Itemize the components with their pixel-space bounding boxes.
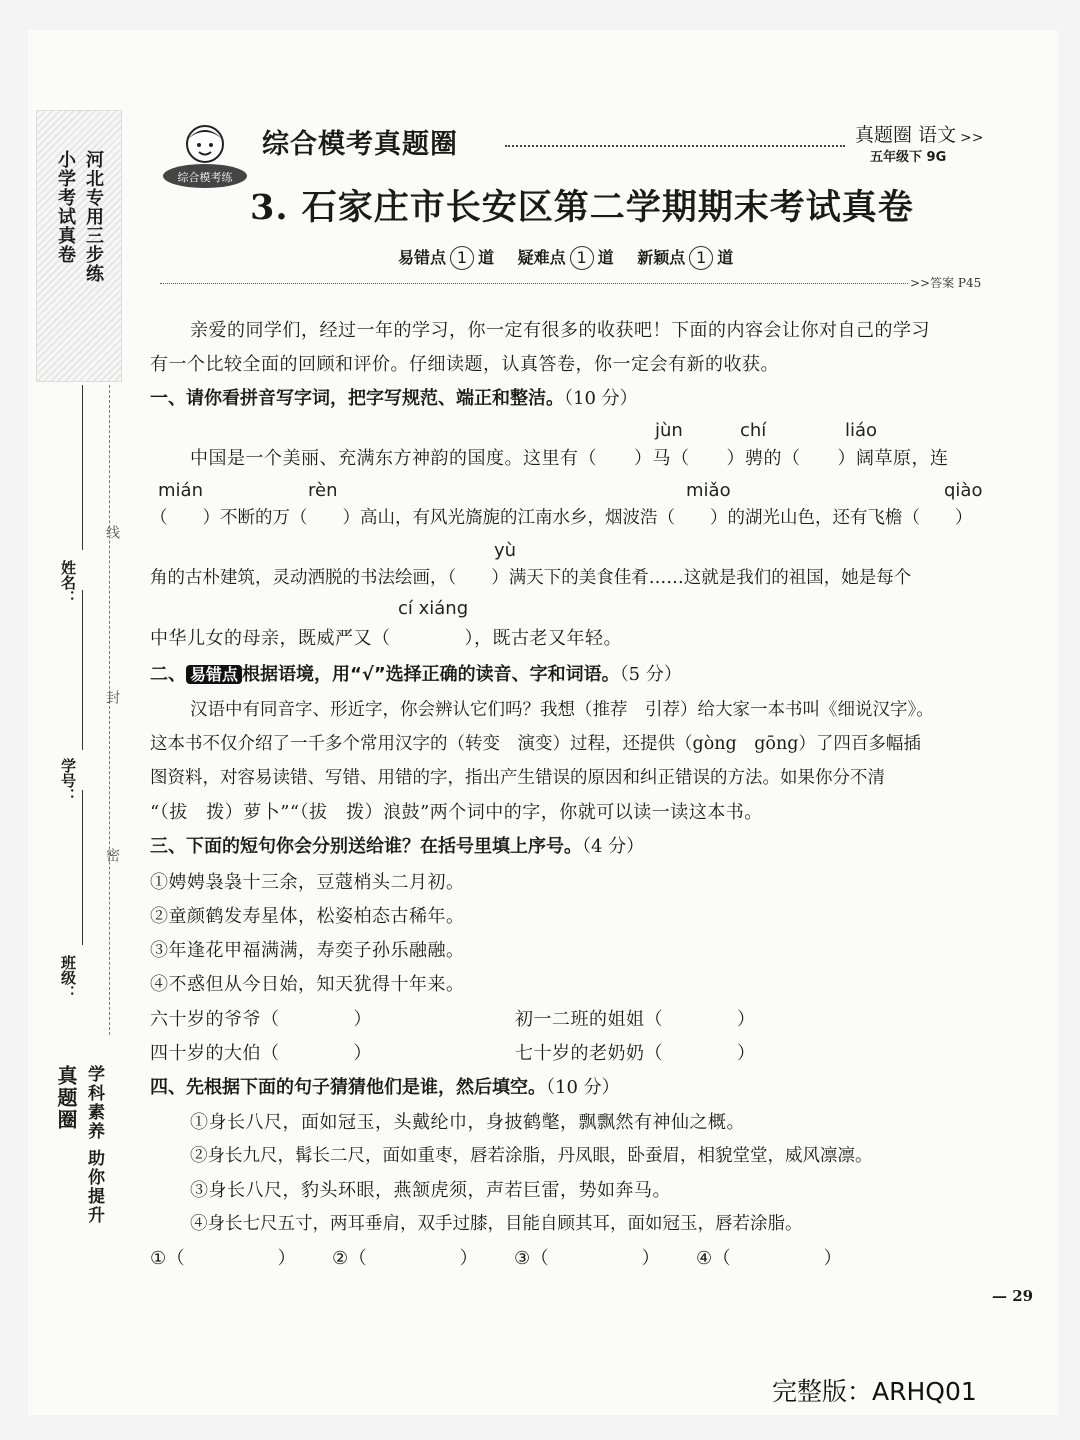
answer-dotted-rule [160, 283, 908, 284]
section-2-line-3: 图资料，对容易读错、写错、用错的字，指出产生错误的原因和纠正错误的方法。如果你分不清 [150, 768, 885, 788]
blank-3: ③（ ） [514, 1248, 661, 1269]
pinyin-jun: jùn [655, 420, 683, 441]
name-line [82, 385, 83, 550]
cut-mark-secret: 密 [104, 848, 120, 862]
class-label: 班级： [59, 955, 77, 1000]
section-2-line-4: “（拔 拨）萝卜”“（拔 拨）浪鼓”两个词中的字，你就可以读一读这本书。 [150, 802, 763, 823]
section-4-heading: 四、先根据下面的句子猜猜他们是谁，然后填空。（10 分） [150, 1077, 620, 1098]
spine-banner [36, 110, 122, 382]
header-arrow: >> [960, 130, 984, 146]
answer-sister: 初一二班的姐姐（ ） [515, 1009, 756, 1030]
error-prone-tag: 易错点 [186, 665, 242, 684]
class-line [82, 790, 83, 945]
portrait-2: ②身长九尺，髯长二尺，面如重枣，唇若涂脂，丹凤眼，卧蚕眉，相貌堂堂，威风凛凛。 [190, 1146, 873, 1166]
id-label: 学号： [59, 758, 77, 803]
answer-reference: >>答案 P45 [910, 276, 982, 290]
blank-4: ④（ ） [696, 1248, 843, 1269]
pinyin-liao: liáo [845, 420, 878, 441]
stat-novel: 新颖点 1 道 [637, 248, 733, 267]
stat-easy-error: 易错点 1 道 [398, 248, 500, 267]
cut-mark-line: 线 [104, 525, 120, 539]
answer-grandma-70: 七十岁的老奶奶（ ） [515, 1043, 756, 1064]
section-1-line-3: 角的古朴建筑，灵动洒脱的书法绘画，（ ）满天下的美食佳肴……这就是我们的祖国，她是每个 [150, 568, 912, 588]
spine-slogan: 学科素养 助你提升 [84, 1065, 104, 1225]
pinyin-ren: rèn [308, 480, 338, 501]
section-1-line-4: 中华儿女的母亲，既威严又（ ），既古老又年轻。 [150, 628, 622, 649]
portrait-1: ①身长八尺，面如冠玉，头戴纶巾，身披鹤氅，飘飘然有神仙之概。 [190, 1112, 745, 1133]
poem-line-4: ④不惑但从今日始，知天犹得十年来。 [150, 974, 465, 995]
section-2-line-1: 汉语中有同音字、形近字，你会辨认它们吗？我想（推荐 引荐）给大家一本书叫《细说汉字》。 [190, 700, 934, 720]
mascot-logo [160, 118, 250, 193]
section-2-line-2: 这本书不仅介绍了一千多个常用汉字的（转变 演变）过程，还提供（gòng gōng）了四百多幅插 [150, 734, 921, 754]
cut-mark-seal: 封 [104, 690, 120, 704]
section-1-line-2: （ ）不断的万（ ）高山，有风光旖旎的江南水乡，烟波浩（ ）的湖光山色，还有飞檐（ ） [150, 508, 973, 528]
blank-2: ②（ ） [332, 1248, 479, 1269]
pinyin-cixiang: cí xiáng [398, 598, 469, 619]
section-3-heading: 三、下面的短句你会分别送给谁？在括号里填上序号。（4 分） [150, 836, 645, 857]
poem-line-2: ②童颜鹤发寿星体，松姿柏态古稀年。 [150, 906, 465, 927]
poem-line-1: ①娉娉袅袅十三余，豆蔻梢头二月初。 [150, 872, 465, 893]
pinyin-yu: yù [494, 540, 517, 561]
banner-title: 综合模考真题圈 [262, 129, 458, 160]
spine-brand: 真题圈 [54, 1065, 78, 1131]
pinyin-chi: chí [740, 420, 767, 441]
grade-label: 五年级下 9G [870, 150, 947, 165]
intro-line-2: 有一个比较全面的回顾和评价。仔细读题，认真答卷，你一定会有新的收获。 [150, 354, 779, 375]
paper-page [28, 30, 1058, 1415]
stat-hard: 疑难点 1 道 [518, 248, 620, 267]
name-label: 姓名： [59, 560, 77, 605]
spine-region: 河北专用三步练 [83, 150, 104, 283]
section-1-line-1: 中国是一个美丽、充满东方神韵的国度。这里有（ ）马（ ）骋的（ ）阔草原，连 [190, 448, 949, 469]
portrait-4: ④身长七尺五寸，两耳垂肩，双手过膝，目能自顾其耳，面如冠玉，唇若涂脂。 [190, 1214, 803, 1234]
pinyin-qiao: qiào [944, 480, 983, 501]
id-line [82, 590, 83, 750]
section-2-heading: 二、 易错点 根据语境，用“√”选择正确的读音、字和词语。（5 分） [150, 664, 682, 685]
intro-line-1: 亲爱的同学们，经过一年的学习，你一定有很多的收获吧！下面的内容会让你对自己的学习 [190, 320, 930, 341]
pinyin-miao: miǎo [686, 480, 731, 501]
blank-1: ①（ ） [150, 1248, 297, 1269]
svg-text:综合模考练: 综合模考练 [177, 171, 233, 184]
header-dotted-rule [505, 145, 845, 147]
watermark-code: 完整版：ARHQ01 [772, 1377, 977, 1406]
difficulty-stats [398, 245, 751, 270]
poem-line-3: ③年逢花甲福满满，寿奕子孙乐融融。 [150, 940, 465, 961]
page-number: — 29 [992, 1287, 1034, 1305]
answer-uncle-40: 四十岁的大伯（ ） [150, 1043, 372, 1064]
section-1-heading: 一、请你看拼音写字词，把字写规范、端正和整洁。（10 分） [150, 388, 638, 409]
spine-series: 小学考试真卷 [55, 150, 76, 264]
series-name: 真题圈 语文 [855, 124, 957, 146]
pinyin-mian: mián [158, 480, 203, 501]
answer-grandpa-60: 六十岁的爷爷（ ） [150, 1009, 372, 1030]
cut-line [109, 385, 110, 1035]
portrait-3: ③身长八尺，豹头环眼，燕颔虎须，声若巨雷，势如奔马。 [190, 1180, 671, 1201]
paper-title: 3. 石家庄市长安区第二学期期末考试真卷 [250, 187, 914, 228]
